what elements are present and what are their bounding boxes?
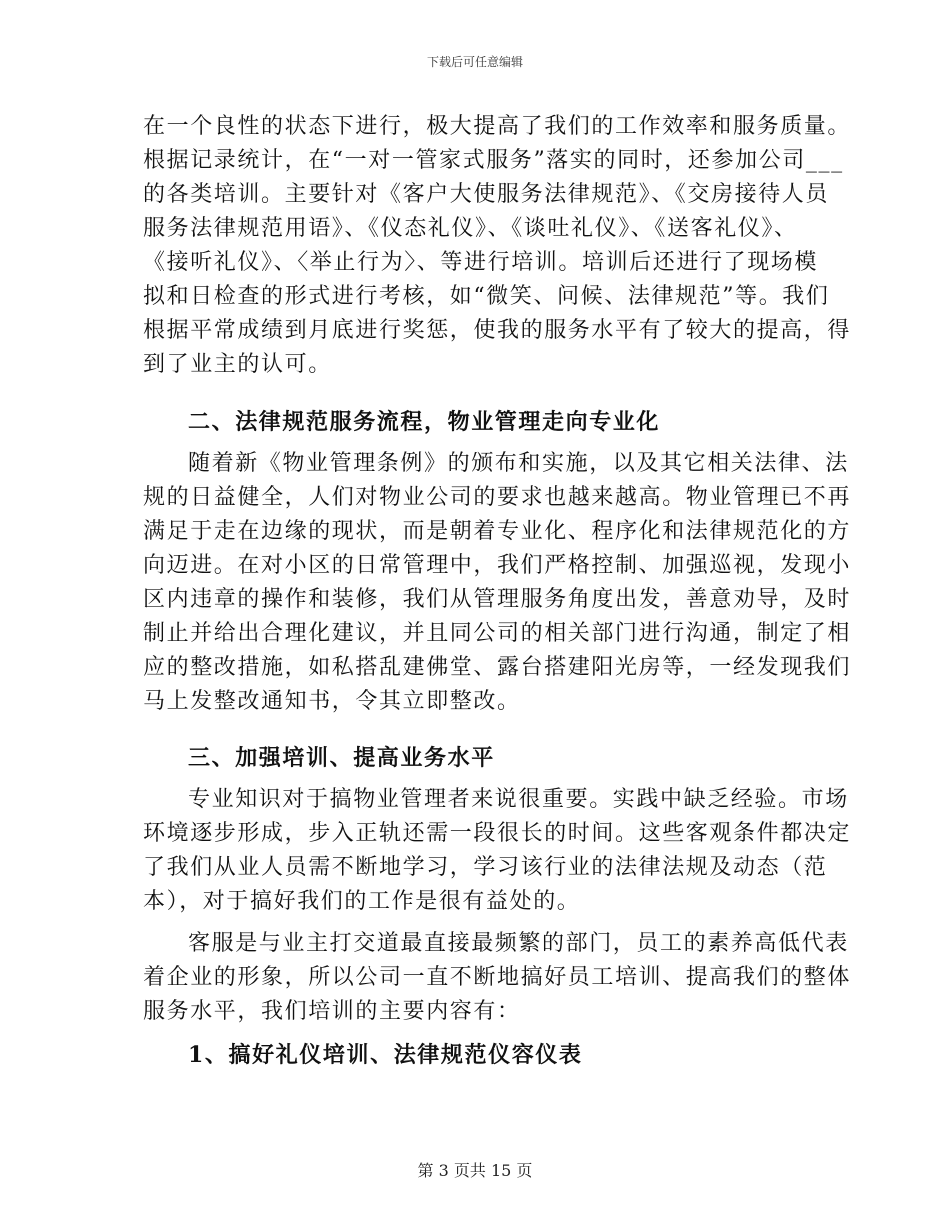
section-heading: 二、法律规范服务流程，物业管理走向专业化 [188,409,661,435]
body-line: 客服是与业主打交道最直接最频繁的部门，员工的素养高低代表 [188,931,849,956]
body-line: 向迈进。在对小区的日常管理中，我们严格控制、加强巡视，发现小 [143,553,852,578]
body-line: 区内违章的操作和装修，我们从管理服务角度出发，善意劝导，及时 [143,587,852,612]
body-line: 拟和日检查的形式进行考核，如“微笑、问候、法律规范”等。我们 [143,284,830,309]
page-number: 第 3 页共 15 页 [417,1161,533,1180]
body-line: 马上发整改通知书，令其立即整改。 [143,689,521,714]
body-line: 根据记录统计，在“一对一管家式服务”落实的同时，还参加公司___ [143,148,844,173]
body-line: 根据平常成绩到月底进行奖惩，使我的服务水平有了较大的提高，得 [143,318,852,343]
body-line: 到了业主的认可。 [143,352,332,377]
section-heading: 三、加强培训、提高业务水平 [188,745,495,771]
subsection-heading: 1、搞好礼仪培训、法律规范仪容仪表 [188,1042,583,1068]
body-line: 应的整改措施，如私搭乱建佛堂、露台搭建阳光房等，一经发现我们 [143,655,852,680]
body-line: 《接听礼仪》、〈举止行为〉、等进行培训。培训后还进行了现场模 [143,250,819,275]
body-line: 的各类培训。主要针对《客户大使服务法律规范》、《交房接待人员 [143,182,830,207]
body-line: 服务水平，我们培训的主要内容有： [143,999,521,1024]
body-line: 规的日益健全，人们对物业公司的要求也越来越高。物业管理已不再 [143,485,852,510]
body-line: 专业知识对于搞物业管理者来说很重要。实践中缺乏经验。市场 [188,787,849,812]
body-line: 服务法律规范用语》、《仪态礼仪》、《谈吐礼仪》、《送客礼仪》、 [143,216,798,241]
body-line: 制止并给出合理化建议，并且同公司的相关部门进行沟通，制定了相 [143,621,852,646]
body-line: 环境逐步形成，步入正轨还需一段很长的时间。这些客观条件都决定 [143,821,852,846]
body-line: 了我们从业人员需不断地学习，学习该行业的法律法规及动态（范 [143,855,828,880]
body-line: 满足于走在边缘的现状，而是朝着专业化、程序化和法律规范化的方 [143,519,852,544]
body-line: 本），对于搞好我们的工作是很有益处的。 [143,889,581,914]
body-line: 在一个良性的状态下进行，极大提高了我们的工作效率和服务质量。 [143,114,852,139]
body-line: 随着新《物业管理条例》的颁布和实施，以及其它相关法律、法 [188,451,849,476]
body-line: 着企业的形象，所以公司一直不断地搞好员工培训、提高我们的整体 [143,965,852,990]
page-header: 下载后可任意编辑 [426,55,523,69]
